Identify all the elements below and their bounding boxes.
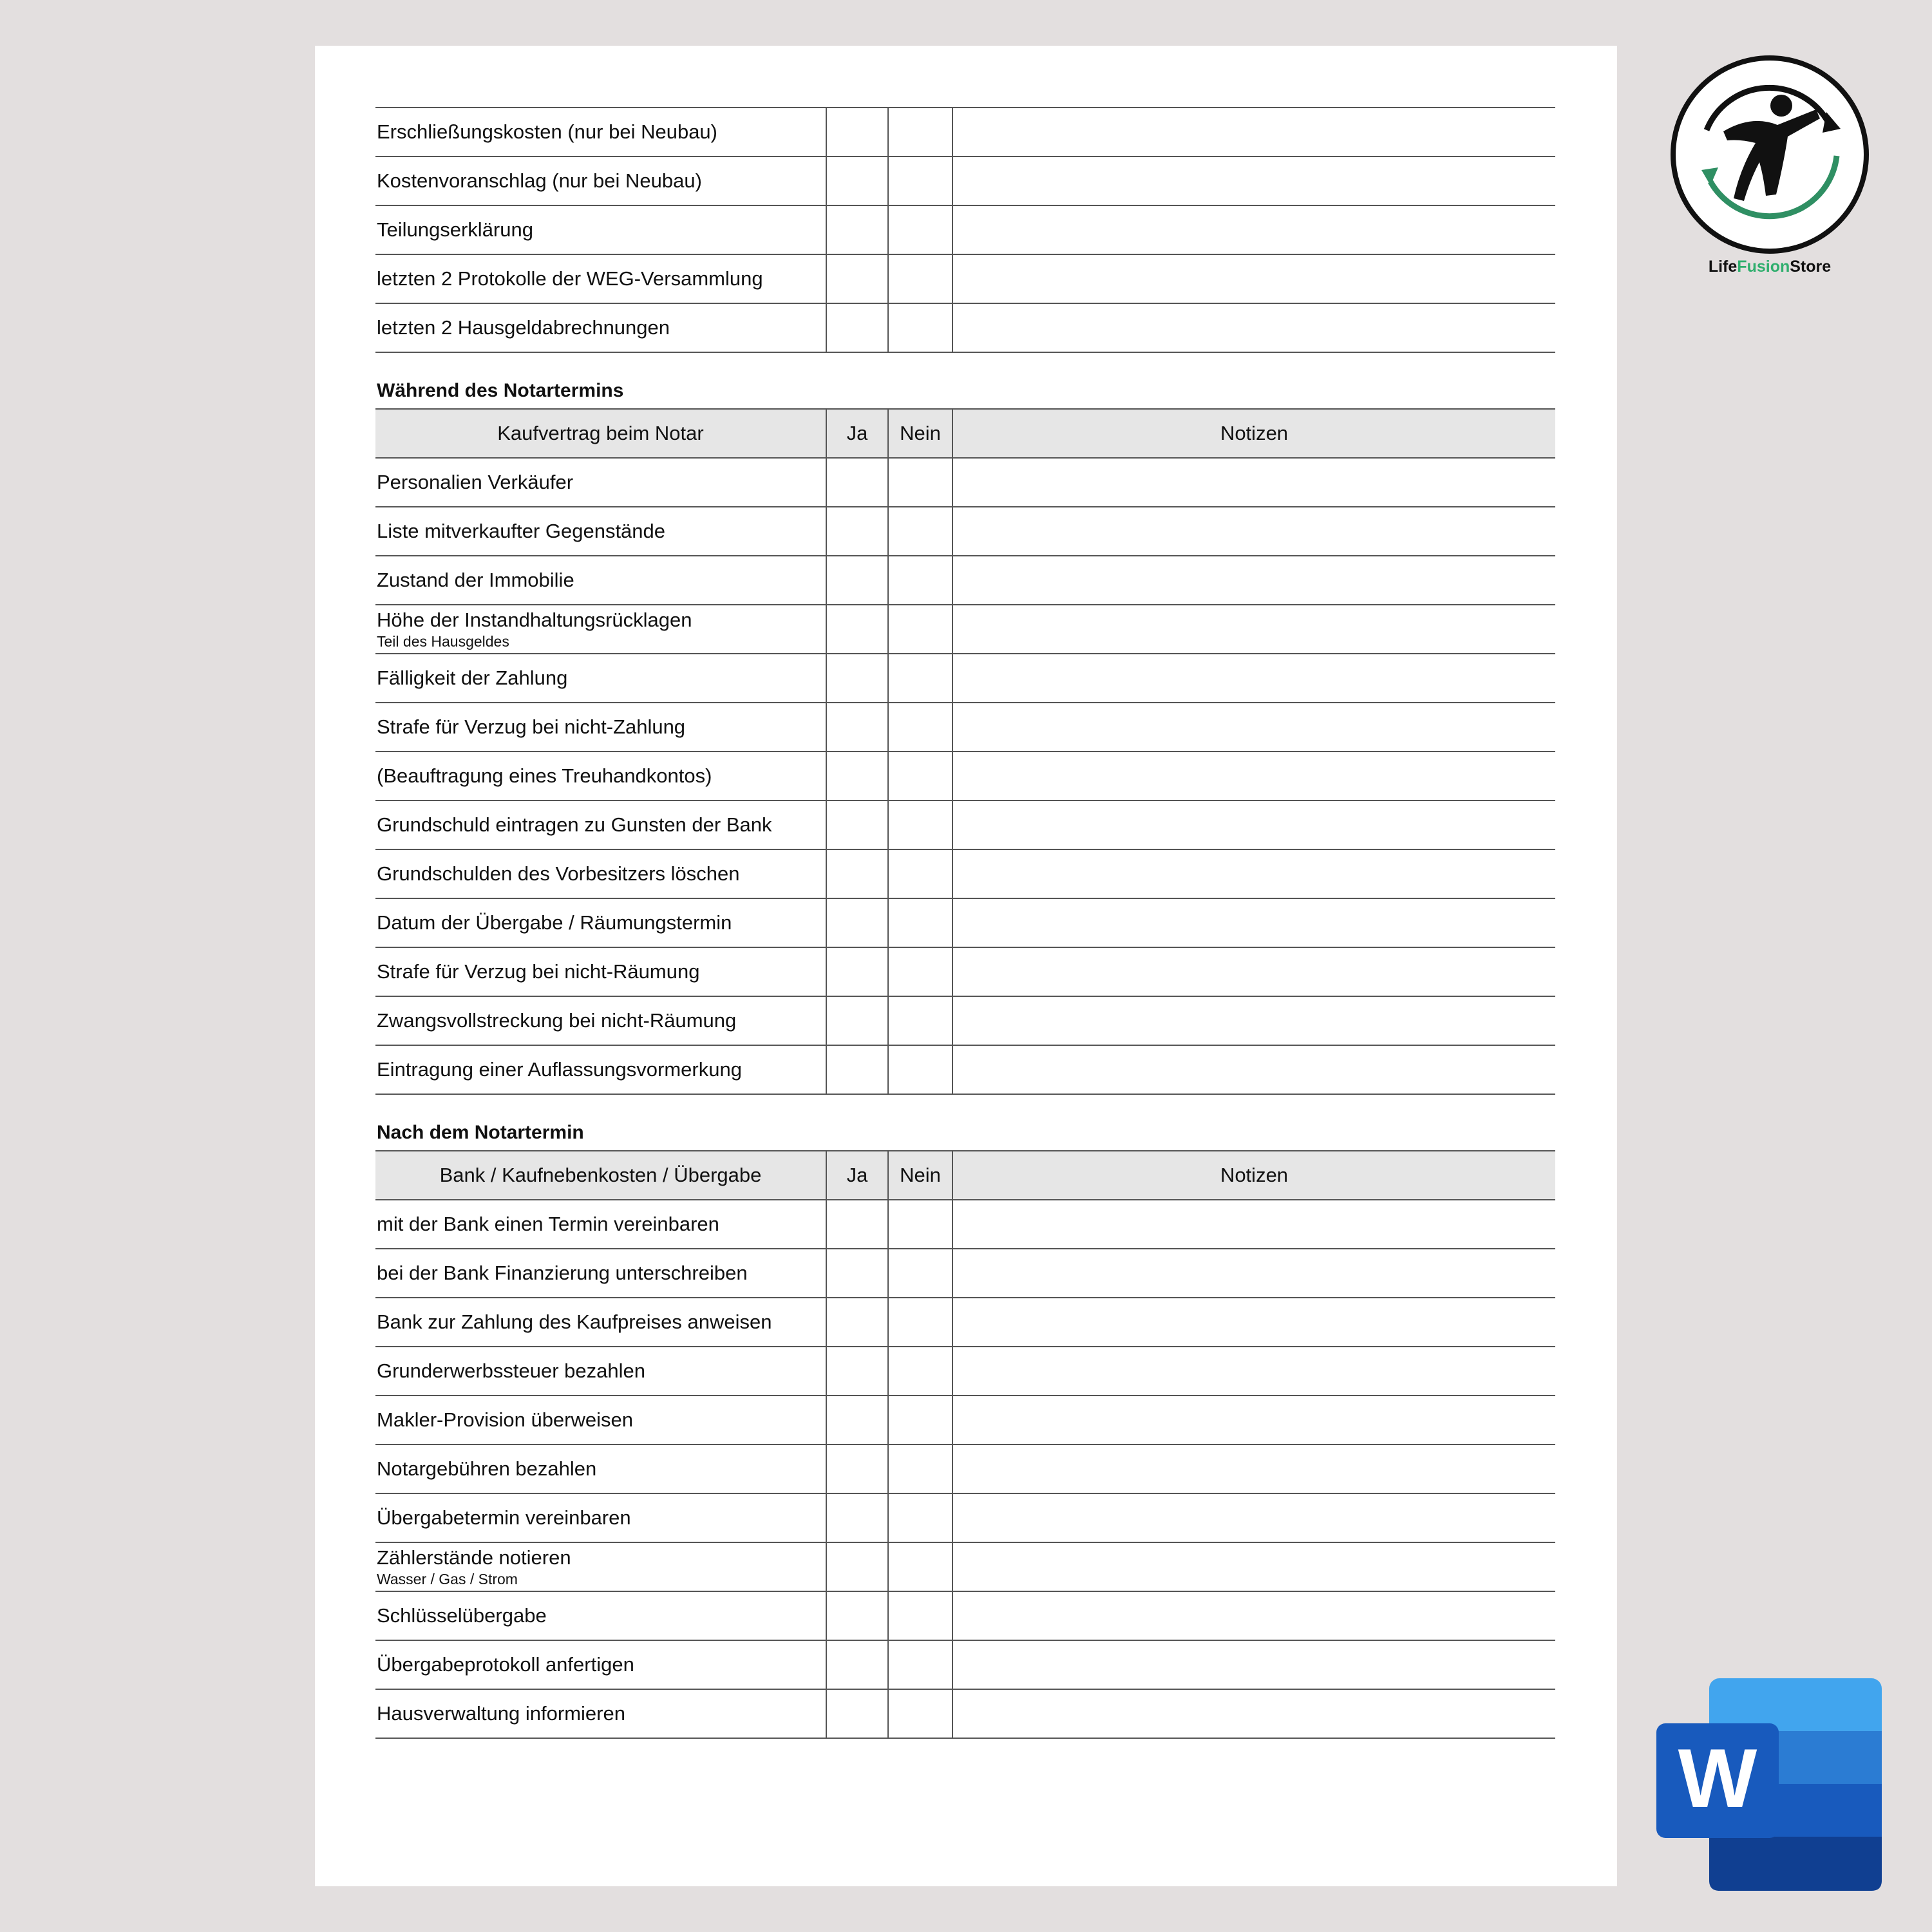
- nein-cell[interactable]: [888, 1045, 952, 1094]
- notes-cell[interactable]: [952, 156, 1555, 205]
- notes-cell[interactable]: [952, 996, 1555, 1045]
- table-row: [375, 303, 1555, 352]
- notes-cell[interactable]: [952, 605, 1555, 654]
- notes-cell[interactable]: [952, 800, 1555, 849]
- ja-cell[interactable]: [826, 654, 888, 703]
- ja-cell[interactable]: [826, 898, 888, 947]
- row-label-text: Grundschulden des Vorbesitzers löschen: [377, 862, 740, 885]
- ja-cell[interactable]: [826, 1640, 888, 1689]
- row-label: [375, 303, 826, 352]
- ja-cell[interactable]: [826, 254, 888, 303]
- notes-cell[interactable]: [952, 205, 1555, 254]
- table-row: [375, 205, 1555, 254]
- table-row: [375, 1249, 1555, 1298]
- nein-cell[interactable]: [888, 556, 952, 605]
- nein-cell[interactable]: [888, 800, 952, 849]
- section-title-during: Während des Notartermins: [377, 380, 624, 401]
- notes-cell[interactable]: [952, 1347, 1555, 1396]
- nein-cell[interactable]: [888, 996, 952, 1045]
- table-row: [375, 752, 1555, 800]
- row-label: [375, 458, 826, 507]
- nein-cell[interactable]: [888, 108, 952, 156]
- ja-cell[interactable]: [826, 1444, 888, 1493]
- ja-cell[interactable]: [826, 556, 888, 605]
- table-row: [375, 108, 1555, 156]
- table-row: [375, 556, 1555, 605]
- nein-cell[interactable]: [888, 1444, 952, 1493]
- table-row: [375, 1045, 1555, 1094]
- nein-cell[interactable]: [888, 1396, 952, 1444]
- notes-cell[interactable]: [952, 303, 1555, 352]
- row-label-text: Übergabeprotokoll anfertigen: [377, 1653, 634, 1676]
- table-row: [375, 458, 1555, 507]
- row-label: [375, 1640, 826, 1689]
- table-row: [375, 947, 1555, 996]
- table-row: [375, 1493, 1555, 1542]
- table-body: [375, 108, 1555, 352]
- document-content: [375, 107, 1555, 1739]
- header-nein: Nein: [888, 1151, 952, 1200]
- row-label: [375, 996, 826, 1045]
- ja-cell[interactable]: [826, 1689, 888, 1738]
- word-letter: W: [1678, 1731, 1757, 1825]
- row-label: [375, 108, 826, 156]
- table-row: [375, 156, 1555, 205]
- table-row: [375, 605, 1555, 654]
- row-label: [375, 1444, 826, 1493]
- ja-cell[interactable]: [826, 303, 888, 352]
- nein-cell[interactable]: [888, 1200, 952, 1249]
- row-label: [375, 1542, 826, 1591]
- row-label: [375, 556, 826, 605]
- ja-cell[interactable]: [826, 1200, 888, 1249]
- header-notes: Notizen: [952, 409, 1555, 458]
- ja-cell[interactable]: [826, 205, 888, 254]
- row-label: [375, 1347, 826, 1396]
- row-label-text: Fälligkeit der Zahlung: [377, 667, 568, 689]
- table-row: [375, 703, 1555, 752]
- row-label: [375, 1045, 826, 1094]
- notes-cell[interactable]: [952, 1689, 1555, 1738]
- nein-cell[interactable]: [888, 156, 952, 205]
- notes-cell[interactable]: [952, 1493, 1555, 1542]
- header-label: Kaufvertrag beim Notar: [375, 409, 826, 458]
- row-label-text: Zwangsvollstreckung bei nicht-Räumung: [377, 1009, 737, 1032]
- brand-logo: [1668, 53, 1871, 285]
- row-label: [375, 1493, 826, 1542]
- table-header-row: [375, 409, 1555, 458]
- table-row: [375, 1396, 1555, 1444]
- notes-cell[interactable]: [952, 947, 1555, 996]
- notes-cell[interactable]: [952, 1542, 1555, 1591]
- ja-cell[interactable]: [826, 1542, 888, 1591]
- logo-wordmark-accent: Fusion: [1737, 258, 1790, 276]
- logo-wordmark-part: Store: [1790, 258, 1832, 276]
- row-label: [375, 156, 826, 205]
- nein-cell[interactable]: [888, 507, 952, 556]
- nein-cell[interactable]: [888, 605, 952, 654]
- notes-cell[interactable]: [952, 1591, 1555, 1640]
- row-label-text: Teilungserklärung: [377, 218, 533, 241]
- ja-cell[interactable]: [826, 1396, 888, 1444]
- ja-cell[interactable]: [826, 1298, 888, 1347]
- ja-cell[interactable]: [826, 1249, 888, 1298]
- row-label-text: bei der Bank Finanzierung unterschreiben: [377, 1262, 748, 1284]
- table-row: [375, 1591, 1555, 1640]
- row-label-text: Personalien Verkäufer: [377, 471, 574, 493]
- notes-cell[interactable]: [952, 849, 1555, 898]
- notes-cell[interactable]: [952, 458, 1555, 507]
- row-sublabel: Wasser / Gas / Strom: [377, 1570, 518, 1587]
- nein-cell[interactable]: [888, 1689, 952, 1738]
- table-row: [375, 800, 1555, 849]
- row-label-text: (Beauftragung eines Treuhandkontos): [377, 764, 712, 787]
- nein-cell[interactable]: [888, 703, 952, 752]
- row-label-text: Strafe für Verzug bei nicht-Räumung: [377, 960, 700, 983]
- row-label-text: Eintragung einer Auflassungsvormerkung: [377, 1058, 742, 1081]
- row-label-text: Hausverwaltung informieren: [377, 1702, 625, 1725]
- table-row: [375, 1347, 1555, 1396]
- nein-cell[interactable]: [888, 1249, 952, 1298]
- nein-cell[interactable]: [888, 1591, 952, 1640]
- header-ja: Ja: [826, 1151, 888, 1200]
- notes-cell[interactable]: [952, 703, 1555, 752]
- row-label: [375, 507, 826, 556]
- nein-cell[interactable]: [888, 1640, 952, 1689]
- row-label-text: Notargebühren bezahlen: [377, 1457, 597, 1480]
- table-header-row: [375, 1151, 1555, 1200]
- table-body: [375, 458, 1555, 1094]
- row-label: [375, 1249, 826, 1298]
- row-label: [375, 703, 826, 752]
- row-label-text: Makler-Provision überweisen: [377, 1408, 633, 1431]
- row-label: [375, 654, 826, 703]
- table-body: [375, 1200, 1555, 1738]
- table-row: [375, 1542, 1555, 1591]
- ja-cell[interactable]: [826, 156, 888, 205]
- row-label-text: Höhe der Instandhaltungsrücklagen: [377, 608, 692, 631]
- ja-cell[interactable]: [826, 1347, 888, 1396]
- table-row: [375, 654, 1555, 703]
- row-label: [375, 1298, 826, 1347]
- notes-cell[interactable]: [952, 1200, 1555, 1249]
- ja-cell[interactable]: [826, 849, 888, 898]
- row-label: [375, 605, 826, 654]
- row-label: [375, 898, 826, 947]
- row-label: [375, 1591, 826, 1640]
- row-label-text: Erschließungskosten (nur bei Neubau): [377, 120, 717, 143]
- notes-cell[interactable]: [952, 1396, 1555, 1444]
- nein-cell[interactable]: [888, 1347, 952, 1396]
- notes-cell[interactable]: [952, 898, 1555, 947]
- nein-cell[interactable]: [888, 1298, 952, 1347]
- notes-cell[interactable]: [952, 254, 1555, 303]
- row-label-text: Grunderwerbssteuer bezahlen: [377, 1359, 646, 1382]
- row-label: [375, 752, 826, 800]
- ja-cell[interactable]: [826, 800, 888, 849]
- table-row: [375, 507, 1555, 556]
- row-label-text: Liste mitverkaufter Gegenstände: [377, 520, 666, 542]
- row-label-text: Zustand der Immobilie: [377, 569, 574, 591]
- row-label-text: Schlüsselübergabe: [377, 1604, 547, 1627]
- nein-cell[interactable]: [888, 849, 952, 898]
- notes-cell[interactable]: [952, 1045, 1555, 1094]
- nein-cell[interactable]: [888, 205, 952, 254]
- row-label-text: Bank zur Zahlung des Kaufpreises anweisen: [377, 1311, 772, 1333]
- ja-cell[interactable]: [826, 605, 888, 654]
- notes-cell[interactable]: [952, 1298, 1555, 1347]
- row-label-text: mit der Bank einen Termin vereinbaren: [377, 1213, 719, 1235]
- checklist-table-after: [375, 1150, 1555, 1739]
- notes-cell[interactable]: [952, 1640, 1555, 1689]
- table-row: [375, 1444, 1555, 1493]
- row-label: [375, 1396, 826, 1444]
- row-label-text: letzten 2 Protokolle der WEG-Versammlung: [377, 267, 763, 290]
- row-label: [375, 205, 826, 254]
- checklist-table-top: [375, 107, 1555, 353]
- row-label-text: Strafe für Verzug bei nicht-Zahlung: [377, 715, 686, 738]
- ja-cell[interactable]: [826, 1045, 888, 1094]
- table-row: [375, 1200, 1555, 1249]
- word-app-icon: [1656, 1678, 1883, 1891]
- document-page: [315, 46, 1617, 1886]
- header-notes: Notizen: [952, 1151, 1555, 1200]
- checklist-table-during: [375, 408, 1555, 1095]
- ja-cell[interactable]: [826, 507, 888, 556]
- notes-cell[interactable]: [952, 507, 1555, 556]
- row-sublabel: Teil des Hausgeldes: [377, 632, 509, 650]
- logo-wordmark: [1668, 258, 1871, 276]
- table-row: [375, 898, 1555, 947]
- logo-wordmark-part: Life: [1708, 258, 1738, 276]
- logo-emblem-icon: [1668, 53, 1871, 256]
- table-row: [375, 1640, 1555, 1689]
- ja-cell[interactable]: [826, 108, 888, 156]
- section-title-after: Nach dem Notartermin: [377, 1122, 584, 1143]
- row-label: [375, 1200, 826, 1249]
- ja-cell[interactable]: [826, 703, 888, 752]
- nein-cell[interactable]: [888, 752, 952, 800]
- row-label-text: Grundschuld eintragen zu Gunsten der Bank: [377, 813, 772, 836]
- row-label: [375, 254, 826, 303]
- table-row: [375, 996, 1555, 1045]
- row-label: [375, 800, 826, 849]
- row-label-text: Datum der Übergabe / Räumungstermin: [377, 911, 732, 934]
- nein-cell[interactable]: [888, 654, 952, 703]
- nein-cell[interactable]: [888, 947, 952, 996]
- nein-cell[interactable]: [888, 254, 952, 303]
- nein-cell[interactable]: [888, 1542, 952, 1591]
- row-label: [375, 849, 826, 898]
- notes-cell[interactable]: [952, 556, 1555, 605]
- nein-cell[interactable]: [888, 898, 952, 947]
- table-row: [375, 254, 1555, 303]
- table-row: [375, 1689, 1555, 1738]
- ja-cell[interactable]: [826, 996, 888, 1045]
- ja-cell[interactable]: [826, 947, 888, 996]
- row-label: [375, 947, 826, 996]
- ja-cell[interactable]: [826, 752, 888, 800]
- header-nein: Nein: [888, 409, 952, 458]
- row-label-text: letzten 2 Hausgeldabrechnungen: [377, 316, 670, 339]
- notes-cell[interactable]: [952, 752, 1555, 800]
- ja-cell[interactable]: [826, 458, 888, 507]
- nein-cell[interactable]: [888, 303, 952, 352]
- notes-cell[interactable]: [952, 108, 1555, 156]
- header-label: Bank / Kaufnebenkosten / Übergabe: [375, 1151, 826, 1200]
- nein-cell[interactable]: [888, 458, 952, 507]
- notes-cell[interactable]: [952, 654, 1555, 703]
- ja-cell[interactable]: [826, 1591, 888, 1640]
- notes-cell[interactable]: [952, 1444, 1555, 1493]
- table-row: [375, 1298, 1555, 1347]
- header-ja: Ja: [826, 409, 888, 458]
- row-label-text: Kostenvoranschlag (nur bei Neubau): [377, 169, 702, 192]
- row-label: [375, 1689, 826, 1738]
- row-label-text: Zählerstände notieren: [377, 1546, 571, 1569]
- notes-cell[interactable]: [952, 1249, 1555, 1298]
- nein-cell[interactable]: [888, 1493, 952, 1542]
- row-label-text: Übergabetermin vereinbaren: [377, 1506, 631, 1529]
- table-row: [375, 849, 1555, 898]
- ja-cell[interactable]: [826, 1493, 888, 1542]
